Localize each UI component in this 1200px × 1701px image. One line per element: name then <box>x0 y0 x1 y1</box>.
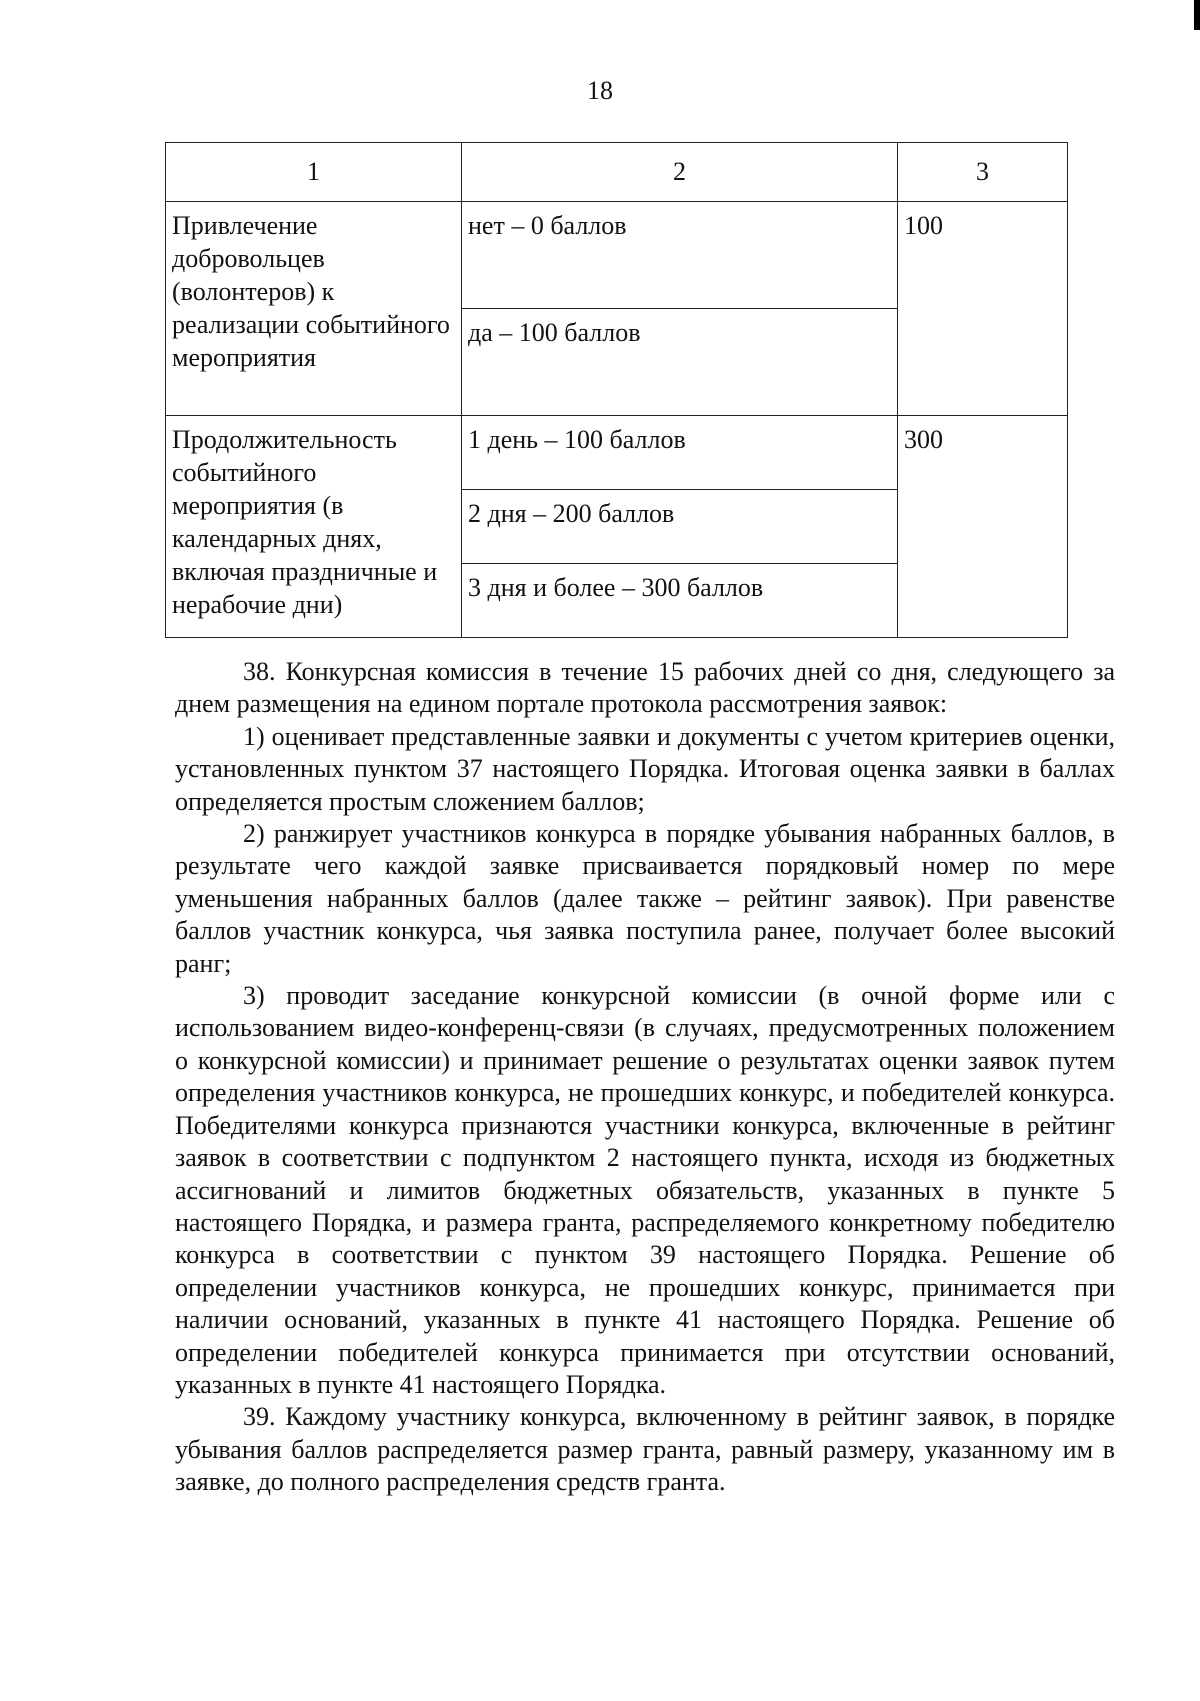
criterion-option: 3 дня и более – 300 баллов <box>462 564 898 638</box>
criterion-option: 1 день – 100 баллов <box>462 416 898 490</box>
subitem-1: 1) оценивает представленные заявки и документы с учетом критериев оценки, установленных пунктом 37 настоящего Порядка. Итоговая оценка заявки в баллах определяется простым сложением баллов; <box>175 721 1115 816</box>
page-number: 18 <box>587 76 613 105</box>
document-body <box>175 656 1115 1499</box>
criteria-table <box>165 142 1068 638</box>
subitem-2: 2) ранжирует участников конкурса в порядке убывания набранных баллов, в результате чего каждой заявке присваивается порядковый номер по мере уменьшения набранных баллов (далее также – рейтинг заявок). При равенстве баллов участник конкурса, чья заявка поступила ранее, получает более высокий ранг; <box>175 819 1115 978</box>
criterion-name: Продолжительность событийного мероприятия (в календарных днях, включая праздничные и нерабочие дни) <box>166 416 462 638</box>
criterion-name: Привлечение добровольцев (волонтеров) к реализации событийного мероприятия <box>166 202 462 416</box>
criterion-option: нет – 0 баллов <box>462 202 898 309</box>
criterion-max-score: 100 <box>898 202 1068 416</box>
paragraph-38: 38. Конкурсная комиссия в течение 15 рабочих дней со дня, следующего за днем размещения на едином портале протокола рассмотрения заявок: <box>175 657 1115 719</box>
subitem-3: 3) проводит заседание конкурсной комиссии (в очной форме или с использованием видео-конференц-связи (в случаях, предусмотренных положением о конкурсной комиссии) и принимает решение о результатах оценки заявок путем определения участников конкурса, не прошедших конкурс, и победителей конкурса. Победителями конкурса признаются участники конкурса, включенные в рейтинг заявок в соответствии с подпунктом 2 настоящего пункта, исходя из бюджетных ассигнований и лимитов бюджетных обязательств, указанных в пункте 5 настоящего Порядка, и размера гранта, распределяемого конкретному победителю конкурса в соответствии с пунктом 39 настоящего Порядка. Решение об определении участников конкурса, не прошедших конкурс, принимается при наличии оснований, указанных в пункте 41 настоящего Порядка. Решение об определении победителей конкурса принимается при отсутствии оснований, указанных в пункте 41 настоящего Порядка. <box>175 981 1115 1399</box>
paragraph-39: 39. Каждому участнику конкурса, включенному в рейтинг заявок, в порядке убывания баллов распределяется размер гранта, равный размеру, указанному им в заявке, до полного распределения средств гранта. <box>175 1402 1115 1497</box>
table-row <box>166 202 1068 309</box>
header-cell: 1 <box>166 143 462 202</box>
scan-edge-mark <box>1194 0 1200 30</box>
criterion-option: да – 100 баллов <box>462 309 898 416</box>
criterion-option: 2 дня – 200 баллов <box>462 490 898 564</box>
table-header-row <box>166 143 1068 202</box>
header-cell: 3 <box>898 143 1068 202</box>
criterion-max-score: 300 <box>898 416 1068 638</box>
table-row <box>166 416 1068 490</box>
header-cell: 2 <box>462 143 898 202</box>
